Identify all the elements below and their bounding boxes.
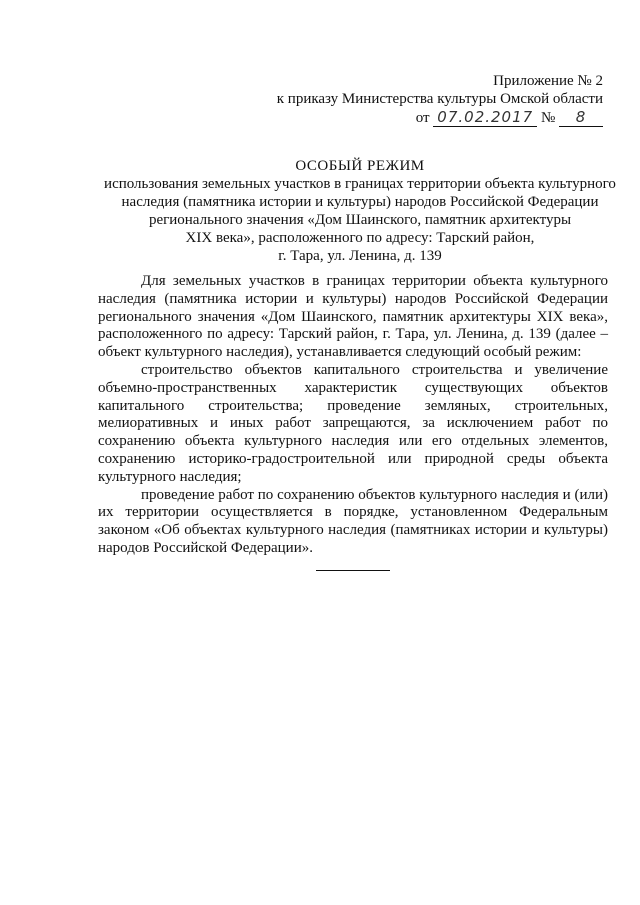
handwritten-number: 8 bbox=[559, 108, 603, 127]
title-line: использования земельных участков в границах территории объекта культурного bbox=[104, 176, 616, 192]
order-reference: к приказу Министерства культуры Омской области bbox=[276, 91, 603, 107]
body-paragraph: Для земельных участков в границах территории объекта культурного наследия (памятника истории и культуры) народов Российской Федерации регионального значения «Дом Шаинского, памятник архитектуры XIX века», расположенного по адресу: Тарский район, г. Тара, ул. Ленина, д. 139 (далее – объект культурного наследия), устанавливается следующий особый режим: bbox=[98, 273, 608, 361]
title-line: XIX века», расположенного по адресу: Тарский район, bbox=[185, 230, 535, 246]
handwritten-date: 07.02.2017 bbox=[433, 108, 537, 127]
closing-divider bbox=[316, 570, 390, 571]
title-line: г. Тара, ул. Ленина, д. 139 bbox=[278, 248, 442, 264]
order-date-line bbox=[277, 108, 603, 127]
document-body bbox=[98, 273, 608, 558]
number-label: № bbox=[540, 110, 556, 126]
title-line: регионального значения «Дом Шаинского, памятник архитектуры bbox=[148, 212, 572, 228]
appendix-header bbox=[277, 72, 603, 127]
document-title bbox=[60, 157, 640, 265]
from-label: от bbox=[415, 110, 430, 126]
appendix-number: Приложение № 2 bbox=[493, 73, 603, 89]
title-line: наследия (памятника истории и культуры) народов Российской Федерации bbox=[121, 194, 599, 210]
title-heading: ОСОБЫЙ РЕЖИМ bbox=[295, 158, 425, 174]
body-paragraph: проведение работ по сохранению объектов культурного наследия и (или) их территории осуществляется в порядке, установленном Федеральным законом «Об объектах культурного наследия (памятниках истории и культуры) народов Российской Федерации». bbox=[98, 486, 608, 556]
body-paragraph: строительство объектов капитального строительства и увеличение объемно-пространственных характеристик существующих объектов капитального строительства; проведение земляных, строительных, мелиоративных и иных работ запрещаются, за исключением работ по сохранению объекта культурного наследия или его отдельных элементов, сохранению историко-градостроительной или природной среды объекта культурного наследия; bbox=[98, 361, 608, 485]
